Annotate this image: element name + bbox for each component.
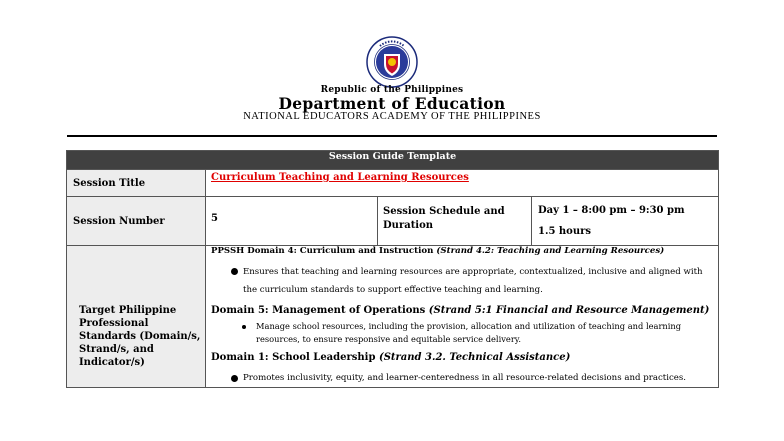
- domain1-bullet-text: Promotes inclusivity, equity, and learner-centeredness in all resource-related decisions and practices.: [243, 373, 687, 383]
- table-header: Session Guide Template: [67, 151, 719, 170]
- session-number-label: Session Number: [67, 197, 206, 246]
- standards-label-cell: [67, 246, 206, 388]
- domain5-heading: Domain 5: Management of Operations: [211, 305, 426, 316]
- bullet-icon: [231, 268, 238, 275]
- standards-row: [67, 246, 719, 388]
- domain5-strand: (Strand 5:1 Financial and Resource Management): [428, 305, 710, 316]
- schedule-duration: 1.5 hours: [538, 226, 591, 237]
- header-divider: [67, 135, 717, 137]
- standards-cell: [206, 246, 719, 388]
- session-title-value: Curriculum Teaching and Learning Resources: [211, 172, 469, 183]
- domain1-heading: Domain 1: School Leadership: [211, 352, 376, 363]
- department-name: Department of Education: [278, 94, 506, 113]
- standards-label: Target Philippine Professional Standards (Domain/s, Strand/s, and Indicator/s): [79, 305, 201, 368]
- session-number-value: 5: [211, 213, 218, 224]
- bullet-icon: [242, 325, 246, 329]
- domain4-heading-line: [211, 246, 712, 257]
- domain1-bullet: [211, 370, 712, 387]
- schedule-label: Session Schedule and Duration: [383, 206, 505, 231]
- session-guide-table: [66, 150, 719, 388]
- domain5-bullet: [211, 320, 712, 346]
- schedule-value-cell: [532, 197, 719, 246]
- domain1-strand: (Strand 3.2. Technical Assistance): [378, 352, 571, 363]
- domain4-strand: (Strand 4.2: Teaching and Learning Resources): [436, 246, 665, 256]
- republic-line: Republic of the Philippines: [320, 85, 464, 95]
- domain4-bullet: [211, 263, 712, 299]
- schedule-time: Day 1 – 8:00 pm – 9:30 pm: [538, 205, 685, 216]
- session-title-cell: [206, 170, 719, 197]
- domain4-heading: PPSSH Domain 4: Curriculum and Instruction: [211, 246, 434, 256]
- session-number-cell: [206, 197, 378, 246]
- domain1-heading-line: [211, 352, 712, 364]
- deped-seal-icon: [366, 36, 418, 88]
- table-header-row: [67, 151, 719, 170]
- session-title-row: [67, 170, 719, 197]
- session-title-label: Session Title: [67, 170, 206, 197]
- domain4-bullet-text: Ensures that teaching and learning resources are appropriate, contextualized, inclusive and aligned with the curriculum standards to support effective teaching and learning.: [243, 267, 703, 295]
- bullet-icon: [231, 375, 238, 382]
- domain5-bullet-text: Manage school resources, including the provision, allocation and utilization of teaching and learning resources, to ensure responsive and equitable service delivery.: [256, 321, 682, 344]
- schedule-label-cell: [378, 197, 532, 246]
- academy-name: NATIONAL EDUCATORS ACADEMY OF THE PHILIPPINES: [243, 111, 541, 122]
- domain5-heading-line: [211, 305, 712, 317]
- session-number-row: [67, 197, 719, 246]
